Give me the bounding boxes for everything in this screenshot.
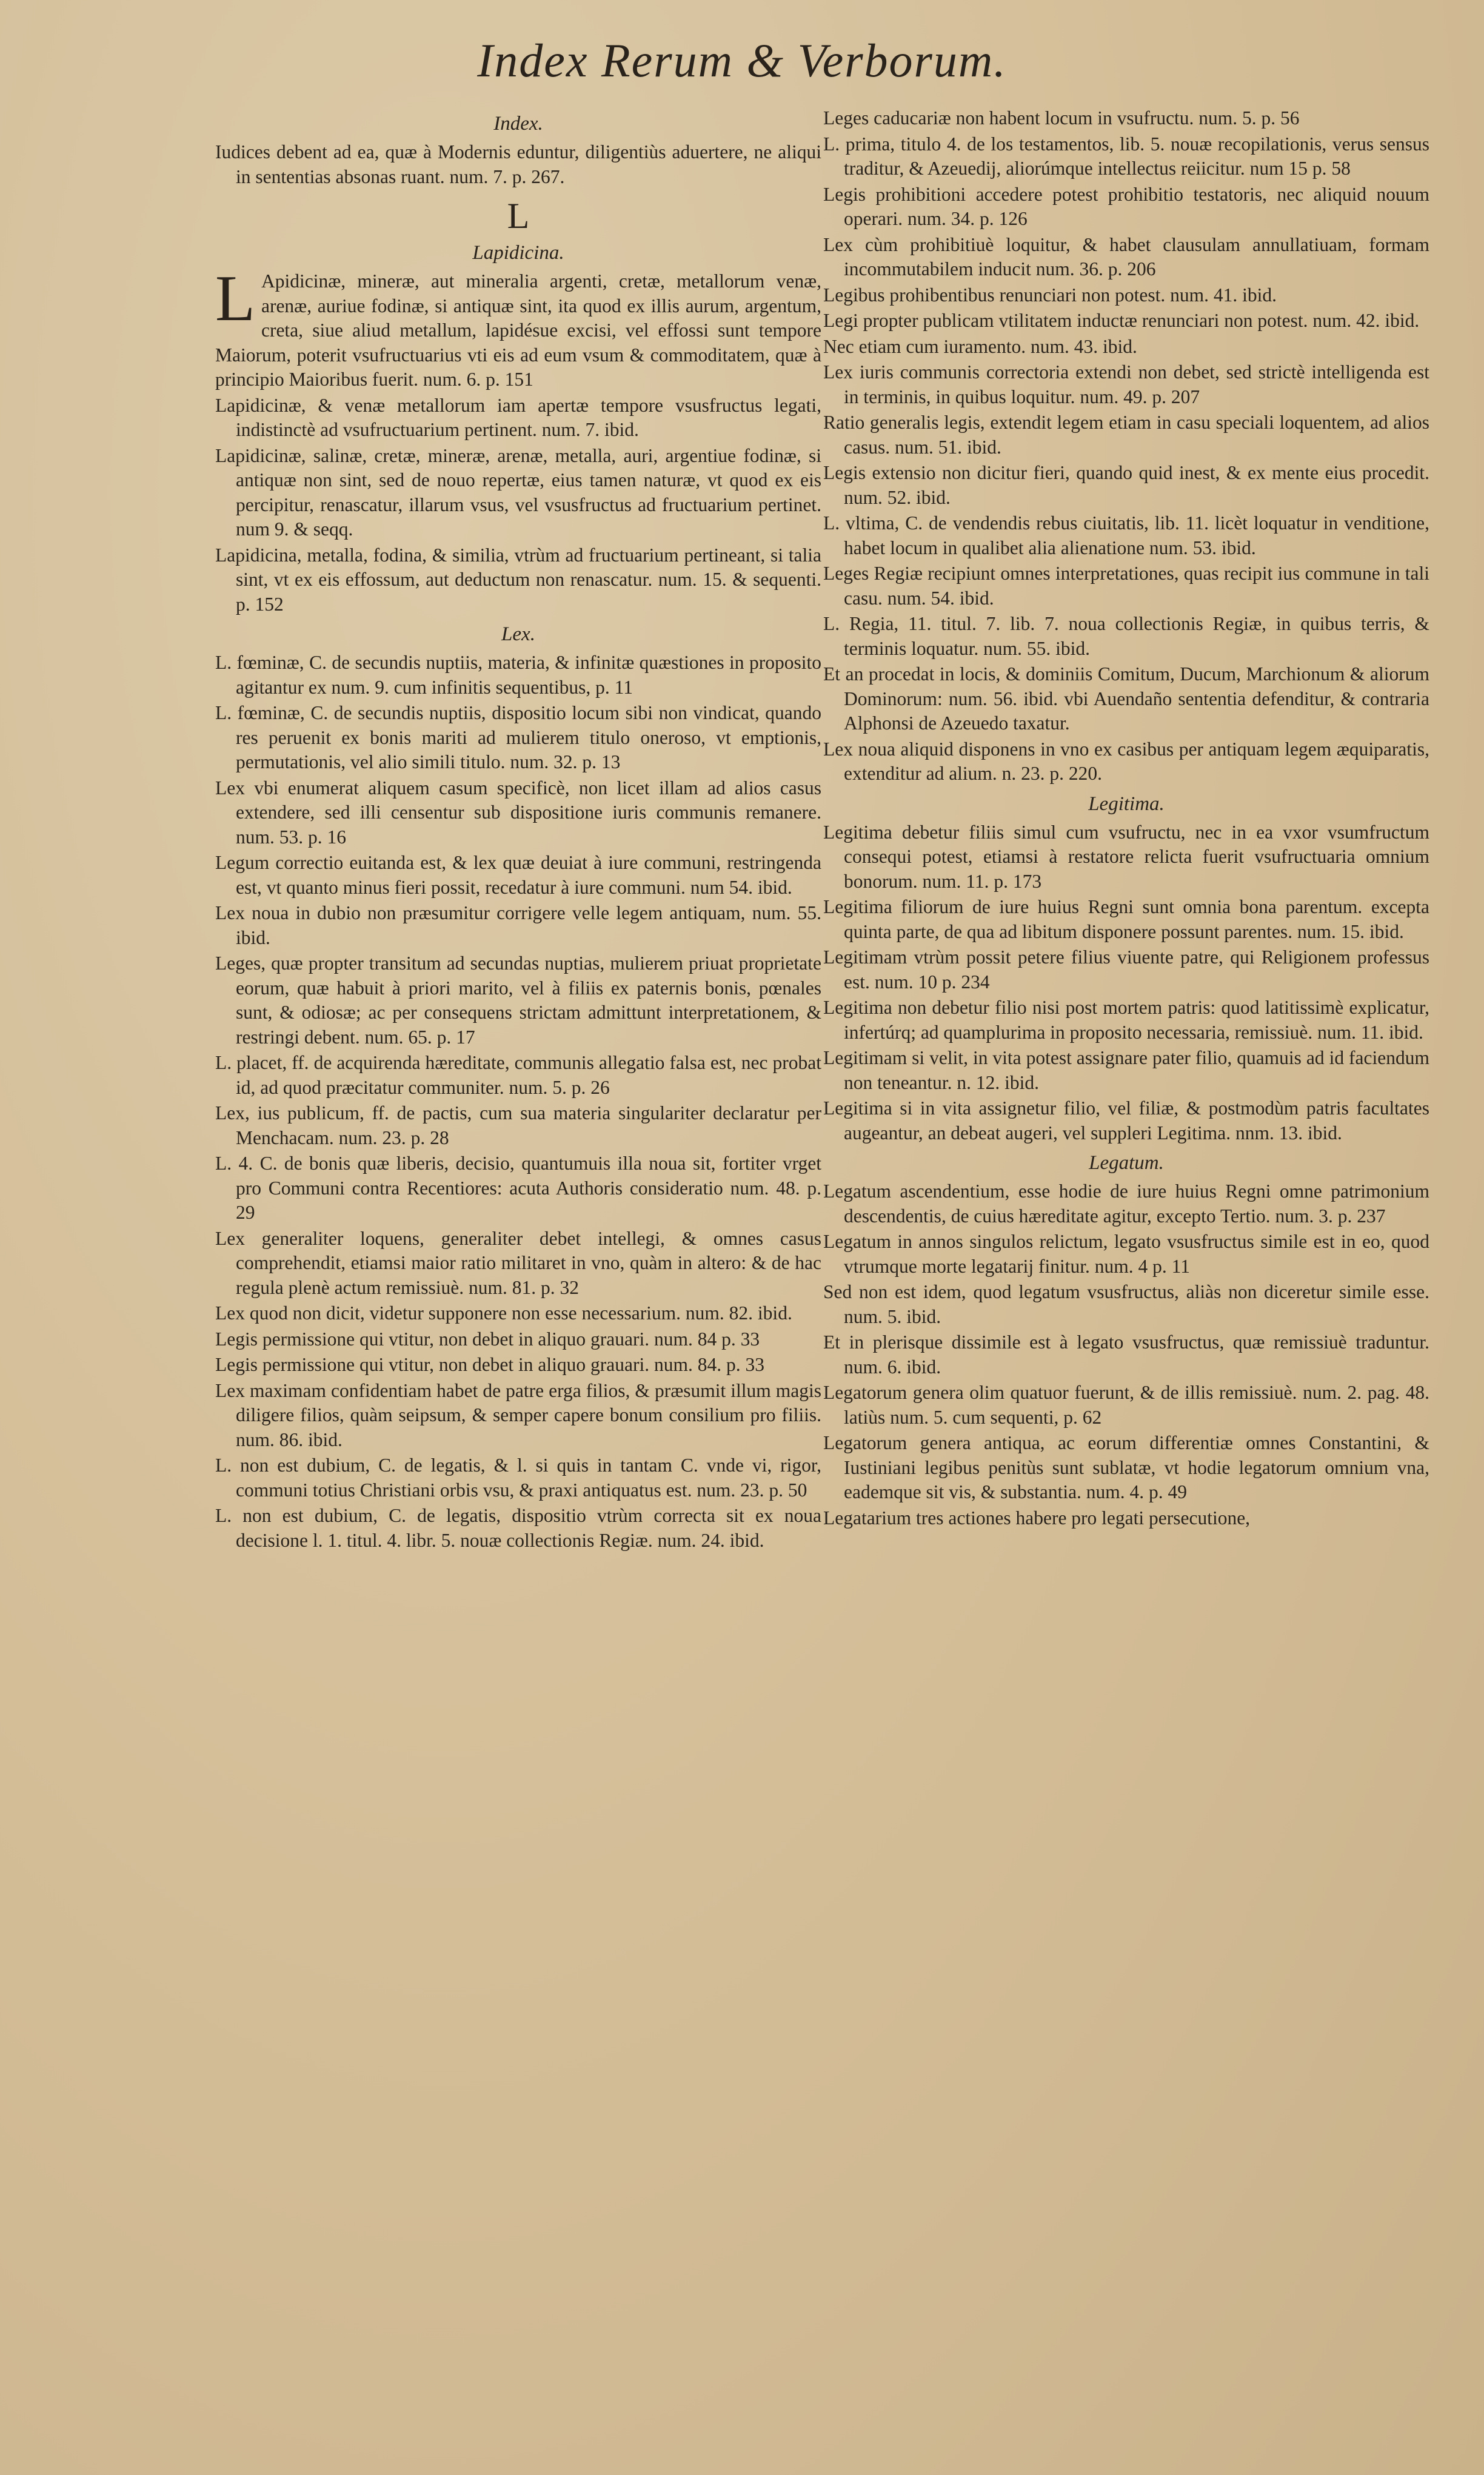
index-entry: Legitima non debetur filio nisi post mortem patris: quod latitissimè explicatur, infertúrq; ad quamplurima in proposito necessaria, remissiuè. num. 11. ibid. (823, 997, 1429, 1043)
index-entry: Legi propter publicam vtilitatem inductæ renunciari non potest. num. 42. ibid. (823, 310, 1420, 331)
index-entry: Lex vbi enumerat aliquem casum specificè, non licet illam ad alios casus extendere, sed illi censentur sub dispositione iuris communis remanere. num. 53. p. 16 (215, 777, 821, 848)
index-entry: Legatum in annos singulos relictum, legato vsusfructus simile est in eo, quod vtrumque morte legatarij finitur. num. 4 p. 11 (823, 1231, 1429, 1277)
index-entry: Legitima debetur filiis simul cum vsufructu, nec in ea vxor vsumfructum consequi potest, etiamsi à restatore relicta fuerit vsufructuaria omnium bonorum. num. 11. p. 173 (823, 821, 1429, 892)
index-entry: L. prima, titulo 4. de los testamentos, lib. 5. nouæ recopilationis, verus sensus traditur, & Azeuedij, aliorúmque intellectus reiicitur. num 15 p. 58 (823, 133, 1429, 179)
page-title: Index Rerum & Verborum. (477, 34, 1007, 87)
index-entry: Lex noua aliquid disponens in vno ex casibus per antiquam legem æquiparatis, extenditur ad alium. n. 23. p. 220. (823, 738, 1429, 784)
index-entry: Lex cùm prohibitiuè loquitur, & habet clausulam annullatiuam, formam incommutabilem inducit num. 36. p. 206 (823, 233, 1429, 280)
left-column (215, 106, 821, 1554)
index-entry: L. non est dubium, C. de legatis, & l. si quis in tantam C. vnde vi, rigor, communi totius Christiani orbis vsu, & praxi antiquatus est. num. 23. p. 50 (215, 1455, 821, 1501)
index-entry: Sed non est idem, quod legatum vsusfructus, aliàs non diceretur simile esse. num. 5. ibid. (823, 1281, 1429, 1327)
index-entry: Leges Regiæ recipiunt omnes interpretationes, quas recipit ius commune in tali casu. num. 54. ibid. (823, 563, 1429, 609)
index-entry: L. placet, ff. de acquirenda hæreditate, communis allegatio falsa est, nec probat id, ad quod præcitatur communiter. num. 5. p. 26 (215, 1052, 821, 1098)
index-entry: Ratio generalis legis, extendit legem etiam in casu speciali loquentem, ad alios casus. num. 51. ibid. (823, 412, 1429, 458)
index-entry: Lapidicinæ, & venæ metallorum iam apertæ tempore vsusfructus legati, indistinctè ad vsufructuarium pertinent. num. 7. ibid. (215, 394, 821, 440)
index-entry: Iudices debent ad ea, quæ à Modernis eduntur, diligentiùs aduertere, ne aliqui in sententias absonas ruant. num. 7. p. 267. (215, 141, 821, 187)
index-entry: Lex noua in dubio non præsumitur corrigere velle legem antiquam, num. 55. ibid. (215, 902, 821, 948)
index-entry: Legis permissione qui vtitur, non debet in aliquo grauari. num. 84 p. 33 (215, 1328, 760, 1350)
index-entry: Lex, ius publicum, ff. de pactis, cum sua materia singulariter declaratur per Menchacam. num. 23. p. 28 (215, 1102, 821, 1148)
index-entry: Leges caducariæ non habent locum in vsufructu. num. 5. p. 56 (823, 107, 1300, 129)
drop-cap: L (215, 263, 255, 335)
index-entry: Et in plerisque dissimile est à legato vsusfructus, quæ remissiuè traduntur. num. 6. ibid. (823, 1331, 1429, 1378)
index-entry: Lex quod non dicit, videtur supponere non esse necessarium. num. 82. ibid. (215, 1302, 792, 1324)
index-entry: L. fœminæ, C. de secundis nuptiis, dispositio locum sibi non vindicat, quando res peruenit ex bonis mariti ad mulierem titulo oneroso, vt emptionis, permutationis, vel alio simili titulo. num. 32. p. 13 (215, 702, 821, 772)
index-entry: Nec etiam cum iuramento. num. 43. ibid. (823, 335, 1137, 357)
index-entry: Legitimam si velit, in vita potest assignare pater filio, quamuis ad id faciendum non teneantur. n. 12. ibid. (823, 1047, 1429, 1093)
index-entry: L. non est dubium, C. de legatis, dispositio vtrùm correcta sit ex noua decisione l. 1. titul. 4. libr. 5. nouæ collectionis Regiæ. num. 24. ibid. (215, 1505, 821, 1551)
section-letter: L (507, 196, 530, 236)
index-entry: Legatarium tres actiones habere pro legati persecutione, (823, 1507, 1251, 1529)
index-entry: Legitima si in vita assignetur filio, vel filiæ, & postmodùm patris facultates augeantur, an debeat augeri, vel suppleri Legitima. nnm. 13. ibid. (823, 1097, 1429, 1144)
right-column (823, 106, 1429, 1532)
index-entry: Legis extensio non dicitur fieri, quando quid inest, & ex mente eius procedit. num. 52. ibid. (823, 462, 1429, 508)
index-entry: Leges, quæ propter transitum ad secundas nuptias, mulierem priuat proprietate eorum, quæ habuit à priori marito, vel à filiis ex paternis bonis, pœnales sunt, & odiosæ; ac per consequens strictam admittunt interpretationem, & restringi debent. num. 65. p. 17 (215, 953, 821, 1048)
index-entry: Legis permissione qui vtitur, non debet in aliquo grauari. num. 84. p. 33 (215, 1354, 764, 1375)
index-entry: L. fœminæ, C. de secundis nuptiis, materia, & infinitæ quæstiones in proposito agitantur ex num. 9. cum infinitis sequentibus, p. 11 (215, 652, 821, 698)
index-entry: Lex iuris communis correctoria extendi non debet, sed strictè intelligenda est in terminis, in quibus loquitur. num. 49. p. 207 (823, 361, 1429, 407)
section-heading: Lex. (501, 623, 535, 645)
index-entry: L. Regia, 11. titul. 7. lib. 7. noua collectionis Regiæ, in quibus terris, & terminis loquatur. num. 55. ibid. (823, 613, 1429, 659)
index-entry: L. vltima, C. de vendendis rebus ciuitatis, lib. 11. licèt loquatur in venditione, habet locum in qualibet alia alienatione num. 53. ibid. (823, 512, 1429, 558)
index-entry: Legum correctio euitanda est, & lex quæ deuiat à iure communi, restringenda est, vt quanto minus fieri possit, recedatur à iure communi. num 54. ibid. (215, 852, 821, 898)
index-entry: Lapidicinæ, salinæ, cretæ, mineræ, arenæ, metalla, auri, argentiue fodinæ, si antiquæ non sint, sed de nouo repertæ, eius tamen naturæ, vt quod ex eis percipitur, renascatur, illarum vsus, vel vsusfructus ad fructuarium pertinet. num 9. & seqq. (215, 444, 821, 540)
index-entry: Legis prohibitioni accedere potest prohibitio testatoris, nec aliquid nouum operari. num. 34. p. 126 (823, 183, 1429, 229)
index-entry: Lex generaliter loquens, generaliter debet intellegi, & omnes casus comprehendit, etiamsi maior ratio militaret in vno, quàm in altero: & de hac regula plenè actum remissiuè. num. 81. p. 32 (215, 1227, 821, 1298)
index-entry: Legitimam vtrùm possit petere filius viuente patre, qui Religionem professus est. num. 10 p. 234 (823, 946, 1429, 993)
section-heading: Index. (493, 113, 543, 135)
section-heading: Lapidicina. (472, 242, 564, 264)
index-entry: Legatorum genera olim quatuor fuerunt, & de illis remissiuè. num. 2. pag. 48. latiùs num. 5. cum sequenti, p. 62 (823, 1382, 1429, 1428)
index-entry (215, 263, 821, 392)
entry-text: Apidicinæ, mineræ, aut mineralia argenti, cretæ, metallorum venæ, arenæ, auriue fodinæ, si antiquæ sint, ita quod ex illis aurum, argentum, creta, siue aliud metallum, lapidésue excisi, vel effossi sunt tempore Maiorum, poterit vsufructuarius vti eis ad eum vsum & commoditatem, quæ à principio Maioribus fuerit. num. 6. p. 151 (215, 270, 821, 390)
index-entry: Lapidicina, metalla, fodina, & similia, vtrùm ad fructuarium pertineant, si talia sint, vt ex eis effossum, aut deductum non renascatur. num. 15. & sequenti. p. 152 (215, 544, 821, 615)
index-entry: Et an procedat in locis, & dominiis Comitum, Ducum, Marchionum & aliorum Dominorum: num. 56. ibid. vbi Auendaño sententia defenditur, & contraria Alphonsi de Azeuedo taxatur. (823, 663, 1429, 734)
section-heading: Legatum. (1089, 1152, 1164, 1174)
index-entry: Legitima filiorum de iure huius Regni sunt omnia bona parentum. excepta quinta parte, de qua ad libitum disponere possunt parentes. num. 15. ibid. (823, 896, 1429, 942)
section-heading: Legitima. (1088, 792, 1165, 815)
index-entry: Legatorum genera antiqua, ac eorum differentiæ omnes Constantini, & Iustiniani legibus penitùs sunt sublatæ, vt hodie legatorum omnium vna, eademque sit vis, & substantia. num. 4. p. 49 (823, 1432, 1429, 1502)
index-entry: Legibus prohibentibus renunciari non potest. num. 41. ibid. (823, 284, 1277, 306)
index-entry: L. 4. C. de bonis quæ liberis, decisio, quantumuis illa noua sit, fortiter vrget pro Communi contra Recentiores: acuta Authoris consideratio num. 48. p. 29 (215, 1153, 821, 1223)
index-entry: Lex maximam confidentiam habet de patre erga filios, & præsumit illum magis diligere filios, quàm seipsum, & semper capere bonum consilium pro filiis. num. 86. ibid. (215, 1379, 821, 1450)
index-entry: Legatum ascendentium, esse hodie de iure huius Regni omne patrimonium descendentis, de cuius hæreditate agitur, excepto Tertio. num. 3. p. 237 (823, 1181, 1429, 1227)
